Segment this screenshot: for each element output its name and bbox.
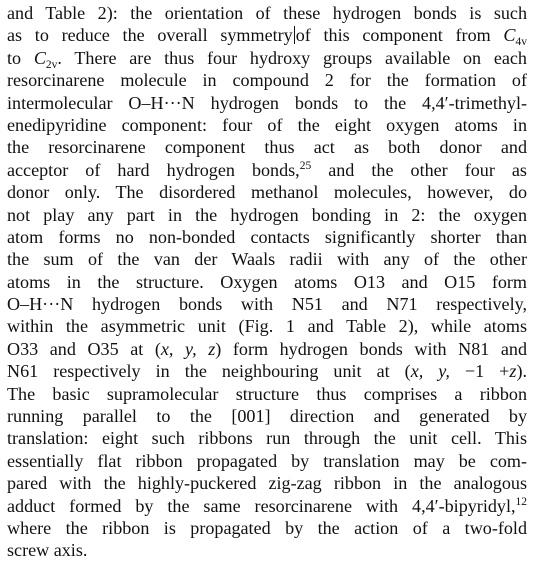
text-span: atoms in the structure. Oxygen atoms O13 and O15 form xyxy=(7,271,527,292)
text-line-15 xyxy=(7,315,527,337)
text-span: the sum of the van der Waals radii with any of the other xyxy=(7,249,527,270)
text-span: intermolecular O–H···N hydrogen bonds to the 4,4′-trimethyl- xyxy=(7,92,527,113)
text-span: to xyxy=(7,47,34,68)
text-span: and the other four as xyxy=(311,159,527,180)
text-line-23 xyxy=(7,495,527,517)
text-span: . There are thus four hydroxy groups available on each xyxy=(57,47,527,68)
text-span: N61 respectively in the neighbouring unit at ( xyxy=(7,361,411,382)
text-span: acceptor of hard hydrogen bonds, xyxy=(7,159,300,180)
text-line-2 xyxy=(7,24,527,46)
text-line-9 xyxy=(7,181,527,203)
citation-ref: 25 xyxy=(299,160,312,173)
text-line-16 xyxy=(7,338,527,360)
text-span: atom forms no non-bonded contacts significantly shorter than xyxy=(7,226,527,247)
text-span: not play any part in the hydrogen bonding in 2: the oxygen xyxy=(7,204,527,225)
citation-ref: 12 xyxy=(515,496,527,509)
text-span: within the asymmetric unit (Fig. 1 and Table 2), while atoms xyxy=(7,316,527,337)
text-span: O33 and O35 at ( xyxy=(7,338,161,359)
coordinates: x, y, xyxy=(410,361,450,382)
text-line-10 xyxy=(7,204,527,226)
text-span: enedipyridine component: four of the eight oxygen atoms in xyxy=(7,114,527,135)
text-line-20 xyxy=(7,427,527,449)
text-span: The basic supramolecular structure thus comprises a ribbon xyxy=(7,383,527,404)
text-span: screw axis. xyxy=(7,540,88,561)
text-line-13 xyxy=(7,271,527,293)
text-line-6 xyxy=(7,114,527,136)
text-span: ). xyxy=(516,361,527,382)
text-line-1 xyxy=(7,2,527,24)
text-span: where the ribbon is propagated by the action of a two-fold xyxy=(7,517,527,538)
text-line-7 xyxy=(7,136,527,158)
text-span: ) form hydrogen bonds with N81 and xyxy=(215,338,527,359)
text-span: translation: eight such ribbons run through the unit cell. This xyxy=(7,428,527,449)
text-span: resorcinarene molecule in compound 2 for the formation of xyxy=(7,70,527,91)
symmetry-subscript: 4v xyxy=(515,36,527,47)
symmetry-symbol: C xyxy=(33,47,46,68)
text-line-17 xyxy=(7,360,527,382)
symmetry-subscript: 2v xyxy=(45,58,58,70)
text-line-19 xyxy=(7,405,527,427)
text-line-4 xyxy=(7,69,527,91)
text-line-25 xyxy=(7,539,527,561)
symmetry-symbol: C xyxy=(503,25,516,46)
text-line-11 xyxy=(7,226,527,248)
text-line-8 xyxy=(7,159,527,181)
document-body xyxy=(7,2,527,562)
coordinate-z: z xyxy=(509,361,517,382)
coordinates: x, y, z xyxy=(160,338,216,359)
text-span: adduct formed by the same resorcinarene with 4,4′-bipyridyl, xyxy=(7,495,516,516)
text-line-24 xyxy=(7,517,527,539)
text-line-5 xyxy=(7,92,527,114)
text-span: −1 + xyxy=(449,361,510,382)
text-span: of this component from xyxy=(295,25,504,46)
text-line-3 xyxy=(7,47,527,69)
text-span: running parallel to the [001] direction and generated by xyxy=(7,406,527,427)
text-span: O–H···N hydrogen bonds with N51 and N71 respectively, xyxy=(7,294,527,315)
text-line-22 xyxy=(7,472,527,494)
text-line-12 xyxy=(7,248,527,270)
text-line-18 xyxy=(7,383,527,405)
text-line-21 xyxy=(7,450,527,472)
text-span: donor only. The disordered methanol molecules, however, do xyxy=(7,182,527,203)
text-span: and Table 2): the orientation of these hydrogen bonds is such xyxy=(7,3,527,23)
text-line-14 xyxy=(7,293,527,315)
text-span: as to reduce the overall symmetry xyxy=(7,25,293,46)
text-span: essentially flat ribbon propagated by translation may be com- xyxy=(7,450,527,471)
text-span: pared with the highly-puckered zig-zag ribbon in the analogous xyxy=(7,473,527,494)
text-cursor xyxy=(294,26,295,44)
text-span: the resorcinarene component thus act as both donor and xyxy=(7,137,527,158)
